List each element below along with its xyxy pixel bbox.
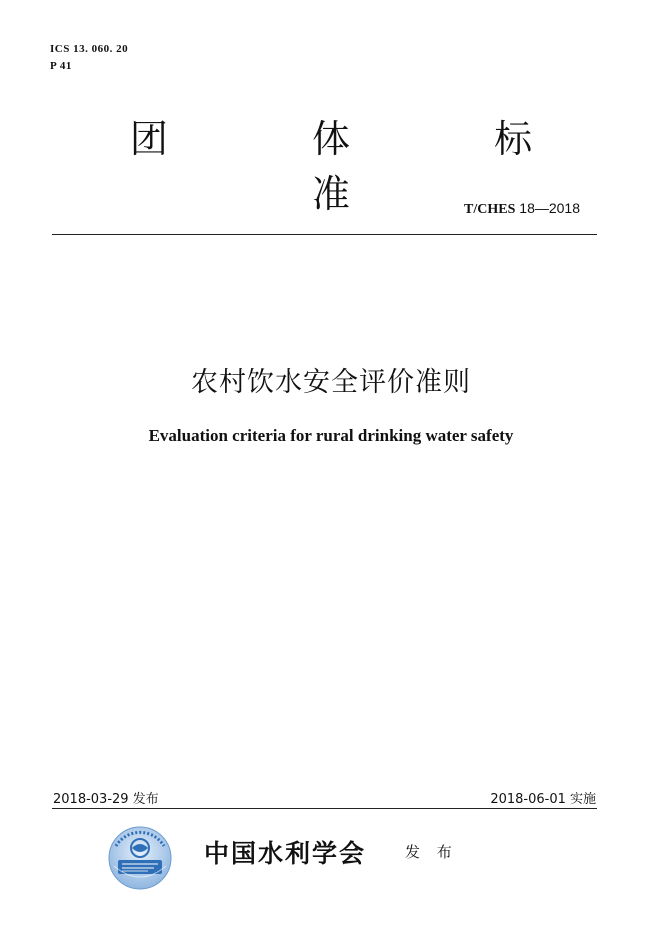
title-english: Evaluation criteria for rural drinking water safety: [148, 426, 514, 445]
bottom-divider: [52, 808, 597, 809]
implementation-date: 2018-06-01 实施: [490, 792, 596, 807]
publisher-name: 中国水利学会: [204, 839, 367, 868]
standard-code-prefix: T/CHES: [464, 202, 516, 217]
ics-code: ICS 13. 060. 20: [50, 43, 129, 55]
standard-code: [464, 200, 580, 218]
publish-label: 发 布: [405, 843, 458, 861]
standard-code-number: 18—2018: [519, 200, 580, 216]
standard-type-heading: 团 体 标 准: [129, 117, 599, 216]
classification-code: P 41: [50, 60, 72, 72]
top-divider: [52, 234, 597, 235]
issue-date: 2018-03-29 发布: [53, 792, 159, 807]
title-chinese: 农村饮水安全评价准则: [191, 367, 471, 398]
anti-counterfeit-seal-icon: [108, 826, 172, 890]
